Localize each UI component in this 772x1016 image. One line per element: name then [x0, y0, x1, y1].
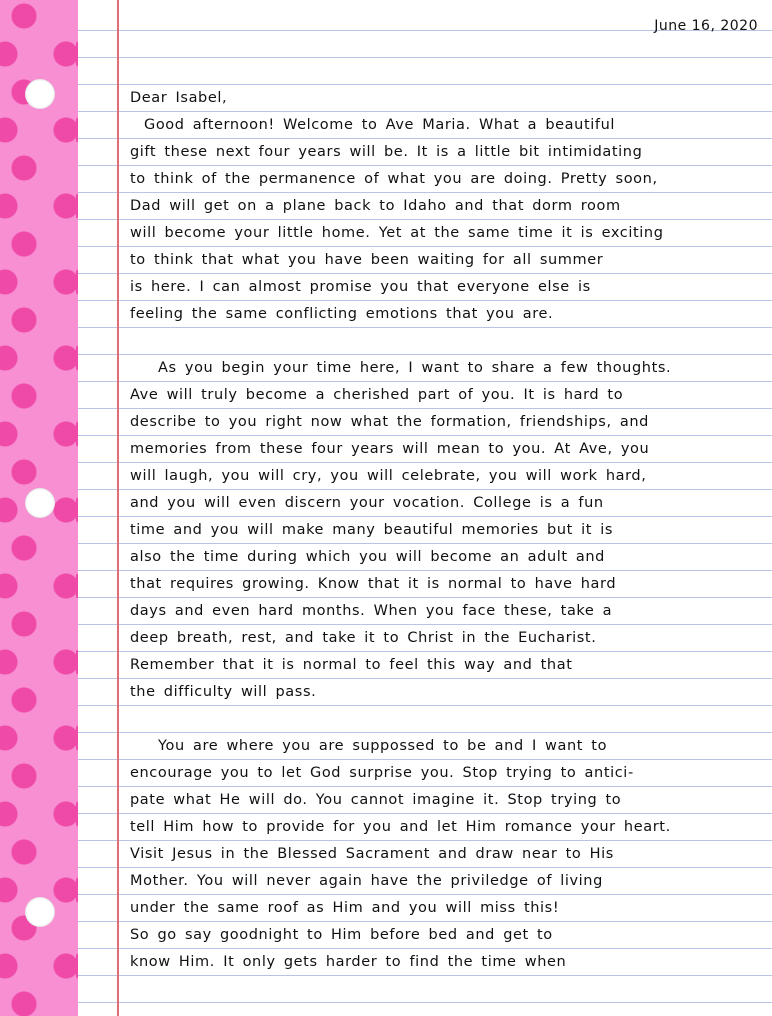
- paragraph-line: that requires growing. Know that it is normal to have hard: [130, 576, 617, 592]
- paragraph-line: pate what He will do. You cannot imagine it. Stop trying to: [130, 792, 622, 808]
- paragraph-line: to think that what you have been waiting for all summer: [130, 252, 604, 268]
- paragraph-line: As you begin your time here, I want to share a few thoughts.: [158, 360, 672, 376]
- paragraph-line: to think of the permanence of what you are doing. Pretty soon,: [130, 171, 658, 187]
- letter-date: June 16, 2020: [654, 18, 758, 34]
- salutation: Dear Isabel,: [130, 90, 228, 106]
- paragraph-gap: [130, 701, 764, 728]
- paragraph-line: gift these next four years will be. It is a little bit intimidating: [130, 144, 643, 160]
- paragraph-line: You are where you are suppossed to be and I want to: [158, 738, 608, 754]
- binder-hole-top: [25, 79, 55, 109]
- margin-line: [117, 0, 119, 1016]
- paragraph-line: Remember that it is normal to feel this way and that: [130, 657, 573, 673]
- paragraph-line: Visit Jesus in the Blessed Sacrament and draw near to His: [130, 846, 614, 862]
- paragraph-line: will become your little home. Yet at the same time it is exciting: [130, 225, 664, 241]
- paragraph-line: is here. I can almost promise you that everyone else is: [130, 279, 591, 295]
- paragraph-line: deep breath, rest, and take it to Christ in the Eucharist.: [130, 630, 597, 646]
- letter-body: [130, 80, 764, 971]
- paragraph-line: So go say goodnight to Him before bed and get to: [130, 927, 553, 943]
- paragraph-line: Mother. You will never again have the priviledge of living: [130, 873, 603, 889]
- binder-hole-bottom: [25, 897, 55, 927]
- paragraph-line: under the same roof as Him and you will miss this!: [130, 900, 560, 916]
- paragraph-line: know Him. It only gets harder to find the time when: [130, 954, 567, 970]
- paragraph-line: describe to you right now what the formation, friendships, and: [130, 414, 649, 430]
- paragraph-line: feeling the same conflicting emotions that you are.: [130, 306, 554, 322]
- paragraph-line: time and you will make many beautiful memories but it is: [130, 522, 614, 538]
- paragraph-line: memories from these four years will mean to you. At Ave, you: [130, 441, 650, 457]
- paragraph-line: Good afternoon! Welcome to Ave Maria. What a beautiful: [144, 117, 615, 133]
- paragraph-line: also the time during which you will become an adult and: [130, 549, 605, 565]
- paragraph-line: encourage you to let God surprise you. Stop trying to antici-: [130, 765, 634, 781]
- paragraph-line: Dad will get on a plane back to Idaho and that dorm room: [130, 198, 621, 214]
- paragraph-line: the difficulty will pass.: [130, 684, 317, 700]
- paragraph-line: will laugh, you will cry, you will celebrate, you will work hard,: [130, 468, 647, 484]
- paragraph-gap: [130, 323, 764, 350]
- paragraph-line: days and even hard months. When you face these, take a: [130, 603, 613, 619]
- paragraph-line: tell Him how to provide for you and let Him romance your heart.: [130, 819, 671, 835]
- binder-hole-middle: [25, 488, 55, 518]
- paragraph-line: and you will even discern your vocation. College is a fun: [130, 495, 604, 511]
- paragraph-line: Ave will truly become a cherished part of you. It is hard to: [130, 387, 624, 403]
